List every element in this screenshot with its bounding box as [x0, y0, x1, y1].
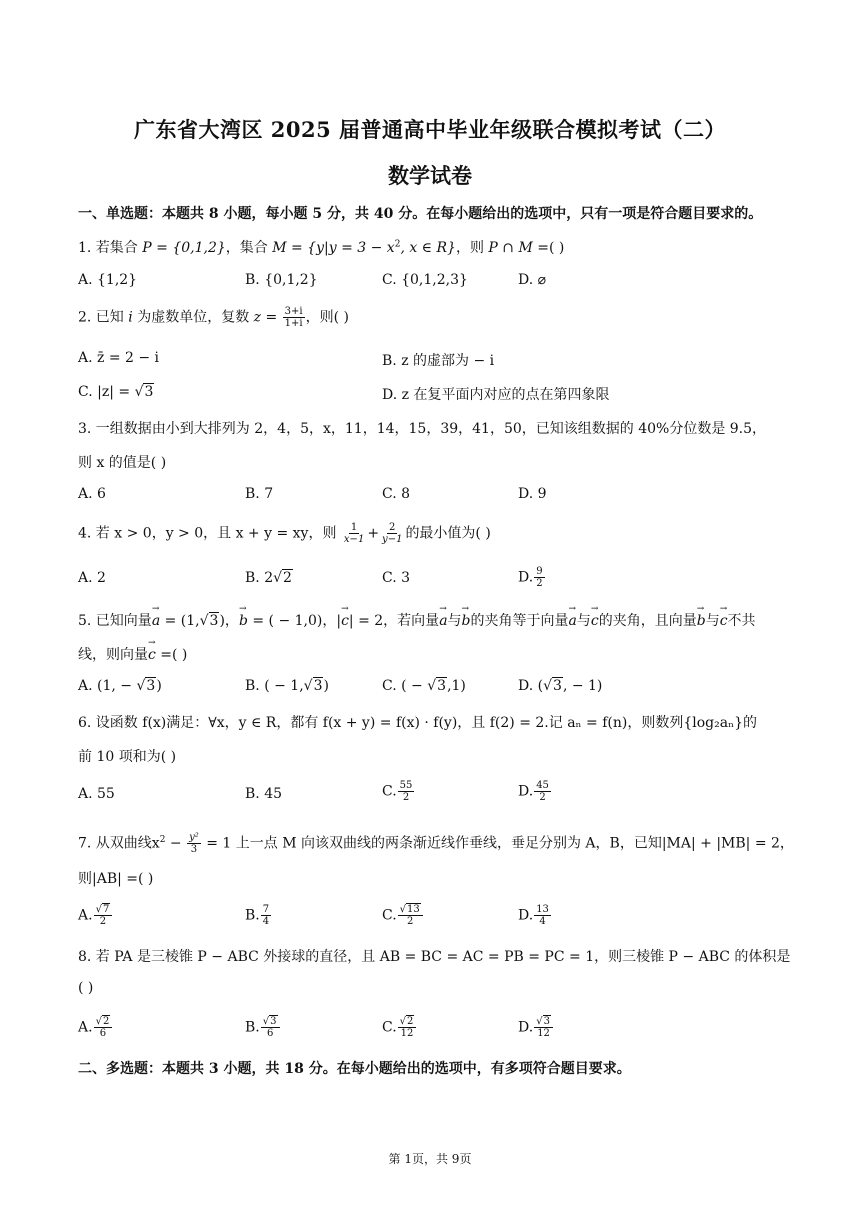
q1-option-b: B. {0,1,2} [245, 272, 318, 288]
q5-option-c: C. ( − √3,1) [382, 678, 466, 694]
q8-option-c: C. $\frac{√2}{12}$ [382, 1016, 417, 1039]
q3-option-d: D. 9 [518, 486, 547, 502]
q7-option-b: B. $\frac{7}{4}$ [245, 904, 270, 927]
q4-option-d: D. $\frac{9}{2}$ [518, 566, 543, 589]
q1-option-c: C. {0,1,2,3} [382, 272, 468, 288]
q8-option-a: A. $\frac{√2}{6}$ [78, 1016, 113, 1039]
question-4: 4. 若 x > 0，y > 0，且 x + y = xy，则 $\frac{1}{x-1}$ + $\frac{2}{y-1}$ 的最小值为( ) [78, 522, 491, 545]
q6-option-c: C. $\frac{55}{2}$ [382, 780, 413, 803]
question-7-line-2: 则|AB| =( ) [78, 871, 154, 887]
q3-option-a: A. 6 [78, 486, 106, 502]
q6-option-d: D. $\frac{45}{2}$ [518, 780, 549, 803]
question-3-line-1: 3. 一组数据由小到大排列为 2，4，5，x，11，14，15，39，41，50，已知该组数据的 40%分位数是 9.5， [78, 421, 767, 437]
exam-title: 广东省大湾区 2025 届普通高中毕业年级联合模拟考试（二） [133, 117, 727, 142]
q7-option-d: D. $\frac{13}{4}$ [518, 904, 549, 927]
page-footer: 第 1页，共 9页 [388, 1152, 472, 1166]
question-3-line-2: 则 x 的值是( ) [78, 455, 167, 471]
q5-option-a: A. (1, − √3) [78, 678, 162, 694]
exam-subtitle: 数学试卷 [388, 163, 472, 188]
question-7-line-1: 7. 从双曲线$x^2$ − $\frac{\text{y²}}{3}$ = 1 上一点 M 向该双曲线的两条渐近线作垂线，垂足分别为 A，B，已知|MA| + |MB| = 2， [78, 832, 794, 855]
q3-option-c: C. 8 [382, 486, 411, 502]
q2-option-b: B. z 的虚部为 − i [382, 353, 495, 369]
q4-option-c: C. 3 [382, 570, 411, 586]
question-2: 2. 已知 i 为虚数单位，复数 z = $\frac{3+i}{1+i}$ ，则( ) [78, 306, 349, 329]
q7-option-c: C. $\frac{√13}{2}$ [382, 904, 424, 927]
q4-option-a: A. 2 [78, 570, 106, 586]
question-6-line-2: 前 10 项和为( ) [78, 749, 177, 765]
section-1-header: 一、单选题：本题共 8 小题，每小题 5 分，共 40 分。在每小题给出的选项中，只有一项是符合题目要求的。 [78, 206, 763, 222]
question-8-line-1: 8. 若 PA 是三棱锥 P − ABC 外接球的直径，且 AB = BC = AC = PB = PC = 1，则三棱锥 P − ABC 的体积是 [78, 949, 791, 965]
q2-option-c: C. |z| = √3 [78, 384, 154, 400]
q5-option-b: B. ( − 1,√3) [245, 678, 329, 694]
q8-option-d: D. $\frac{√3}{12}$ [518, 1016, 554, 1039]
q1-option-d: D. ⌀ [518, 272, 547, 288]
q3-option-b: B. 7 [245, 486, 274, 502]
q2-fraction: $\frac{3+i}{1+i}$ [284, 306, 303, 329]
q8-option-b: B. $\frac{√3}{6}$ [245, 1016, 281, 1039]
question-5-line-1: 5. 已知向量a → = (1,√3)，b → = ( − 1,0)，|c →| = 2，若向量a →与b →的夹角等于向量a →与c →的夹角，且向量b →与c →不共 [78, 610, 756, 630]
question-5-line-2: 线，则向量c → =( ) [78, 644, 187, 664]
question-6-line-1: 6. 设函数 f(x)满足：∀x，y ∈ R，都有 f(x + y) = f(x) · f(y)，且 f(2) = 2.记 aₙ = f(n)，则数列{log₂aₙ}的 [78, 715, 758, 731]
section-2-header: 二、多选题：本题共 3 小题，共 18 分。在每小题给出的选项中，有多项符合题目要求。 [78, 1061, 631, 1077]
q2-option-d: D. z 在复平面内对应的点在第四象限 [382, 387, 610, 403]
question-1: 1. 若集合 P = {0,1,2}，集合 $M = \{y|y = 3 - x^2$, x ∈ R}，则 P ∩ M =( ) [78, 239, 565, 256]
q4-option-b: B. 2√2 [245, 570, 292, 586]
q5-option-d: D. (√3, − 1) [518, 678, 603, 694]
question-8-line-2: ( ) [78, 980, 94, 996]
q6-option-a: A. 55 [78, 786, 115, 802]
q7-option-a: A. $\frac{√7}{2}$ [78, 904, 113, 927]
q2-option-a: A. z̄ = 2 − i [78, 350, 160, 366]
q1-option-a: A. {1,2} [78, 272, 138, 288]
q6-option-b: B. 45 [245, 786, 283, 802]
